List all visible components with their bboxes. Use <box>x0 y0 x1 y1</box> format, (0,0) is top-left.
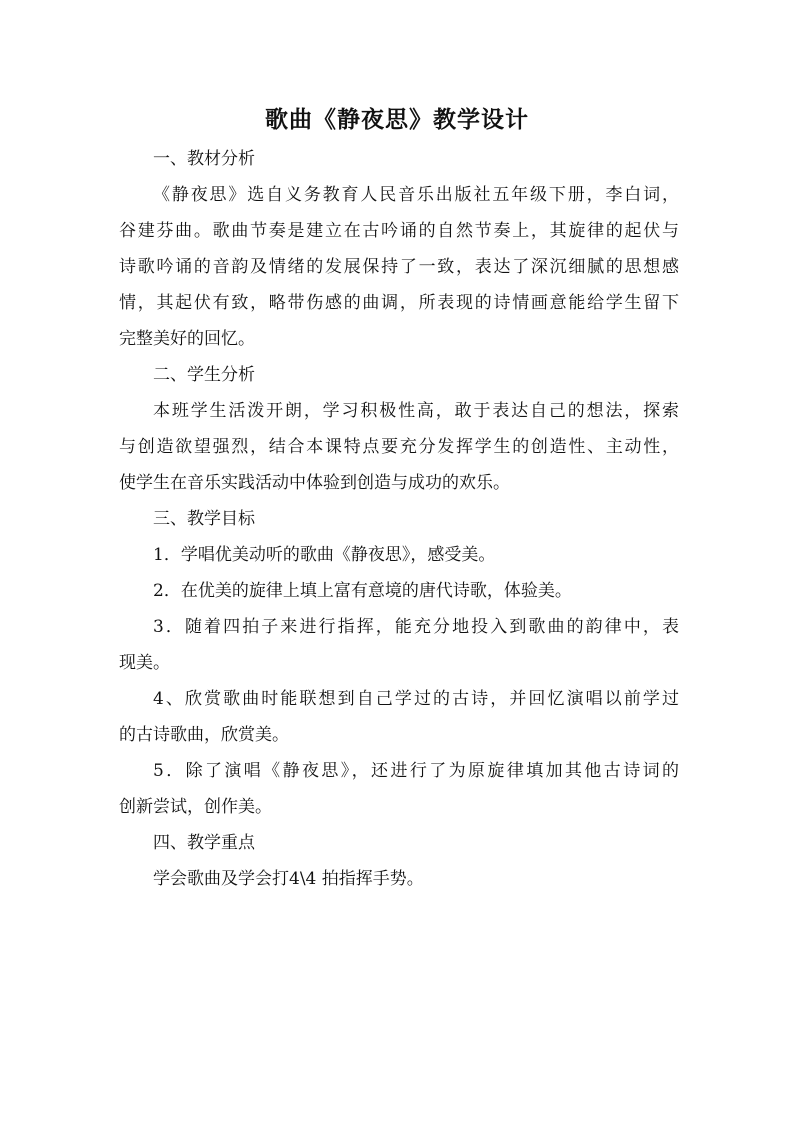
paragraph-line: 创新尝试，创作美。 <box>119 797 272 817</box>
paragraph-line: 4、欣赏歌曲时能联想到自己学过的古诗，并回忆演唱以前学过 <box>153 689 679 709</box>
paragraph-line: 现美。 <box>119 653 170 673</box>
paragraph-teaching-focus <box>119 861 679 897</box>
goal-item-2 <box>119 573 679 609</box>
paragraph-line: 本班学生活泼开朗，学习积极性高，敢于表达自己的想法，探索 <box>153 401 679 421</box>
section-heading-teaching-goals: 三、教学目标 <box>153 509 255 529</box>
paragraph-line: 情，其起伏有致，略带伤感的曲调，所表现的诗情画意能给学生留下 <box>119 293 679 313</box>
paragraph-line: 1．学唱优美动听的歌曲《静夜思》，感受美。 <box>153 545 496 565</box>
paragraph-line: 5．除了演唱《静夜思》，还进行了为原旋律填加其他古诗词的 <box>153 761 679 781</box>
paragraph-line: 学会歌曲及学会打4\4 拍指挥手势。 <box>153 869 424 889</box>
paragraph-line: 与创造欲望强烈，结合本课特点要充分发挥学生的创造性、主动性， <box>119 437 679 457</box>
paragraph-line: 诗歌吟诵的音韵及情绪的发展保持了一致，表达了深沉细腻的思想感 <box>119 257 679 277</box>
section-heading-student-analysis: 二、学生分析 <box>153 365 255 385</box>
goal-item-4 <box>119 681 679 753</box>
paragraph-line: 3．随着四拍子来进行指挥，能充分地投入到歌曲的韵律中，表 <box>153 617 679 637</box>
paragraph-line: 完整美好的回忆。 <box>119 329 255 349</box>
goal-item-1 <box>119 537 679 573</box>
paragraph-line: 使学生在音乐实践活动中体验到创造与成功的欢乐。 <box>119 473 510 493</box>
document-body <box>119 141 679 897</box>
section-heading-textbook-analysis: 一、教材分析 <box>153 149 255 169</box>
paragraph-student-analysis <box>119 393 679 501</box>
paragraph-textbook-analysis <box>119 177 679 357</box>
goal-item-3 <box>119 609 679 681</box>
paragraph-line: 谷建芬曲。歌曲节奏是建立在古吟诵的自然节奏上，其旋律的起伏与 <box>119 221 679 241</box>
goal-item-5 <box>119 753 679 825</box>
section-heading-teaching-focus: 四、教学重点 <box>153 833 255 853</box>
paragraph-line: 2．在优美的旋律上填上富有意境的唐代诗歌，体验美。 <box>153 581 572 601</box>
document-title: 歌曲《静夜思》教学设计 <box>265 106 529 133</box>
paragraph-line: 《静夜思》选自义务教育人民音乐出版社五年级下册，李白词， <box>153 185 679 205</box>
paragraph-line: 的古诗歌曲，欣赏美。 <box>119 725 289 745</box>
